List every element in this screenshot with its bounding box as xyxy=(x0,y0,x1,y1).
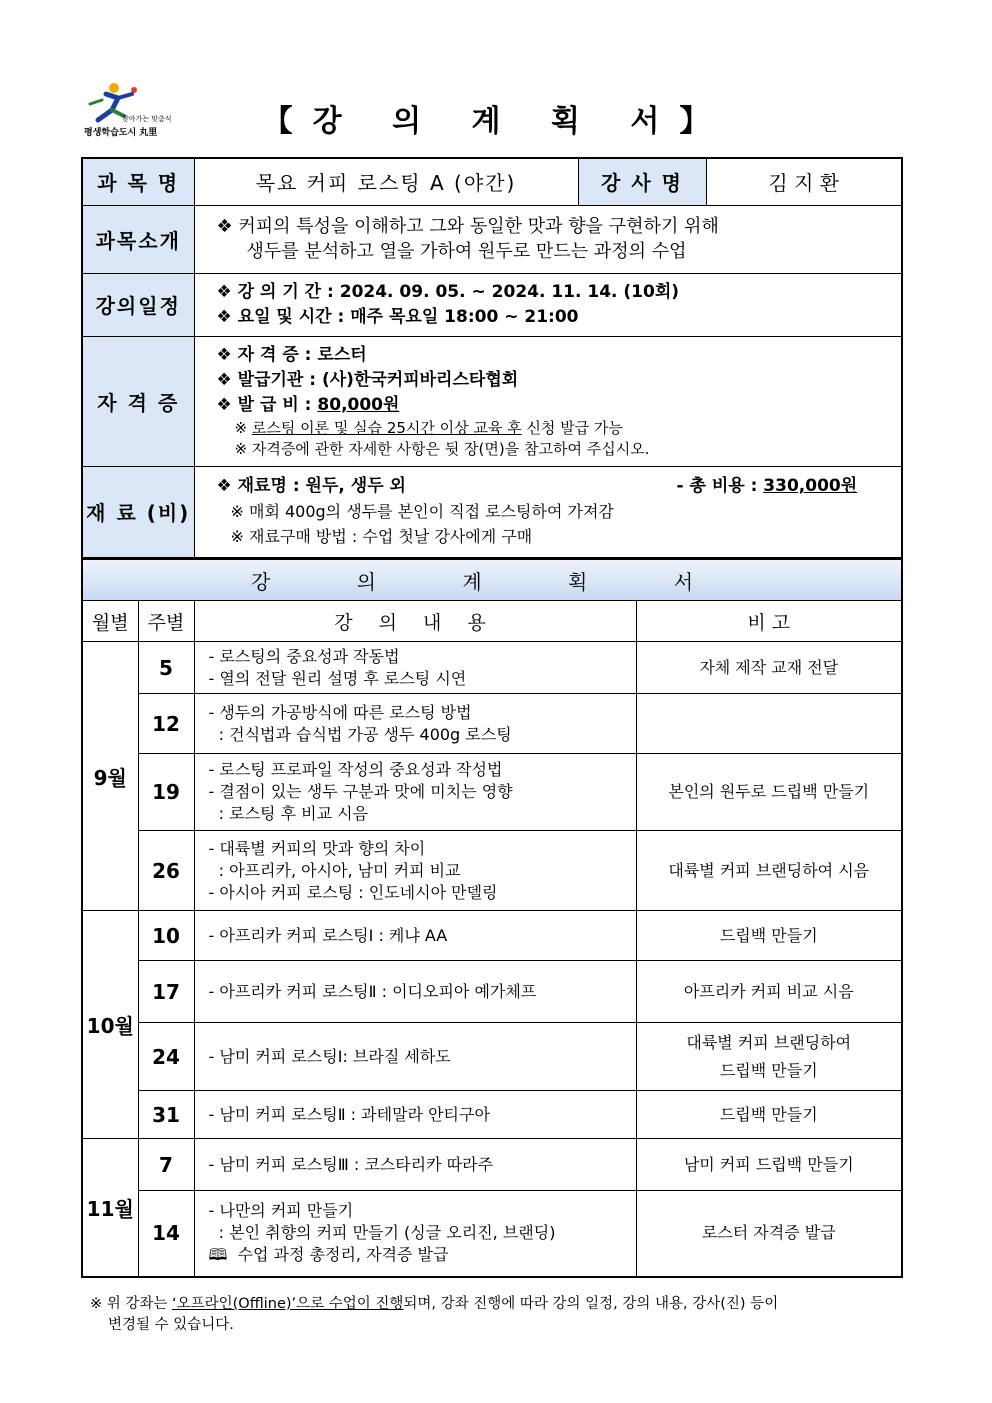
table-row xyxy=(82,911,902,961)
cert-note-1-underlined: 로스팅 이론 및 실습 25시간 이상 교육 후 xyxy=(251,418,522,437)
week-cell: 7 xyxy=(138,1139,194,1191)
content-line: : 건식법과 습식법 가공 생두 400g 로스팅 xyxy=(208,724,512,744)
content-cell xyxy=(194,694,636,754)
logo-tagline: 찾아가는 맞춤식 xyxy=(122,115,172,123)
remark-line: 로스터 자격증 발급 xyxy=(701,1223,836,1243)
week-cell: 31 xyxy=(138,1091,194,1139)
remark-line: 남미 커피 드립백 만들기 xyxy=(683,1154,854,1174)
week-cell: 14 xyxy=(138,1191,194,1277)
material-note-1: ※ 매회 400g의 생두를 본인이 직접 로스팅하여 가져감 xyxy=(230,502,614,522)
cert-name: ❖ 자 격 증 : 로스터 xyxy=(216,344,367,365)
table-row xyxy=(82,1023,902,1091)
cert-value xyxy=(194,336,902,466)
week-cell: 17 xyxy=(138,961,194,1023)
subject-value: 목요 커피 로스팅 A (야간) xyxy=(194,158,578,205)
week-cell: 26 xyxy=(138,831,194,911)
remark-cell xyxy=(636,1023,902,1091)
remark-line: 대륙별 커피 브랜딩하여 xyxy=(686,1032,852,1052)
remark-cell xyxy=(636,642,902,694)
month-cell: 9월 xyxy=(82,642,138,911)
schedule-label: 강의일정 xyxy=(82,273,194,336)
remark-cell xyxy=(636,1139,902,1191)
remark-line: 대륙별 커피 브랜딩하여 시음 xyxy=(668,860,870,880)
column-header-content: 강 의 내 용 xyxy=(194,601,636,642)
week-cell: 24 xyxy=(138,1023,194,1091)
instructor-label: 강 사 명 xyxy=(578,158,706,205)
cert-issuer: ❖ 발급기관 : (사)한국커피바리스타협회 xyxy=(216,369,519,390)
content-cell xyxy=(194,642,636,694)
intro-line: ❖ 커피의 특성을 이해하고 그와 동일한 맛과 향을 구현하기 위해 xyxy=(216,216,719,237)
footer-suffix: 되며, 강좌 진행에 따라 강의 일정, 강의 내용, 강사(진) 등이 xyxy=(403,1296,779,1312)
content-line: 🕮 수업 과정 총정리, 자격증 발급 xyxy=(208,1245,449,1265)
remark-cell xyxy=(636,961,902,1023)
schedule-period: ❖ 강 의 기 간 : 2024. 09. 05. ~ 2024. 11. 14. (10회) xyxy=(216,281,680,302)
cert-fee-label: ❖ 발 급 비 : xyxy=(216,394,318,415)
footer-notice xyxy=(90,1294,890,1336)
plan-heading: 강 의 계 획 서 xyxy=(82,559,902,601)
content-line: - 나만의 커피 만들기 xyxy=(208,1201,354,1221)
lecture-plan-table xyxy=(81,558,903,1278)
cert-note-1 xyxy=(217,418,902,439)
instructor-value: 김 지 환 xyxy=(706,158,902,205)
content-line: - 남미 커피 로스팅Ⅰ: 브라질 세하도 xyxy=(208,1046,451,1066)
content-cell xyxy=(194,961,636,1023)
cert-fee: 80,000원 xyxy=(317,394,400,415)
content-line: - 열의 전달 원리 설명 후 로스팅 시연 xyxy=(208,668,467,688)
material-name: ❖ 재료명 : 원두, 생두 외 xyxy=(216,476,406,497)
content-line: - 대륙별 커피의 맛과 향의 차이 xyxy=(208,838,426,858)
total-cost xyxy=(677,474,858,499)
remark-cell xyxy=(636,754,902,831)
column-header-week: 주별 xyxy=(138,601,194,642)
content-line: : 아프리카, 아시아, 남미 커피 비교 xyxy=(208,860,461,880)
remark-line: 드립백 만들기 xyxy=(719,1060,818,1080)
material-label: 재 료 (비) xyxy=(82,466,194,558)
content-line: - 생두의 가공방식에 따른 로스팅 방법 xyxy=(208,702,472,722)
material-value xyxy=(194,466,902,558)
content-line: - 로스팅의 중요성과 작동법 xyxy=(208,646,400,666)
table-row xyxy=(82,642,902,694)
table-row xyxy=(82,961,902,1023)
content-line: - 남미 커피 로스팅Ⅲ : 코스타리카 따라주 xyxy=(208,1154,494,1174)
table-row xyxy=(82,694,902,754)
material-line xyxy=(217,474,902,499)
intro-label: 과목소개 xyxy=(82,205,194,273)
remark-cell xyxy=(636,831,902,911)
remark-cell xyxy=(636,694,902,754)
content-cell xyxy=(194,1139,636,1191)
cert-fee-line xyxy=(217,393,902,418)
footer-prefix: ※ 위 강좌는 xyxy=(90,1296,173,1312)
content-cell xyxy=(194,754,636,831)
week-cell: 19 xyxy=(138,754,194,831)
remark-line: 자체 제작 교재 전달 xyxy=(699,657,839,677)
subject-label: 과 목 명 xyxy=(82,158,194,205)
week-cell: 12 xyxy=(138,694,194,754)
content-line: - 남미 커피 로스팅Ⅱ : 과테말라 안티구아 xyxy=(208,1104,490,1124)
week-cell: 5 xyxy=(138,642,194,694)
remark-line: 드립백 만들기 xyxy=(719,925,818,945)
cert-note-2: ※ 자격증에 관한 자세한 사항은 뒷 장(면)을 참고하여 주십시오. xyxy=(234,439,650,458)
remark-cell xyxy=(636,1191,902,1277)
column-header-remark: 비 고 xyxy=(636,601,902,642)
content-line: - 결점이 있는 생두 구분과 맛에 미치는 영향 xyxy=(208,782,513,801)
content-cell xyxy=(194,1091,636,1139)
content-line: - 아시아 커피 로스팅 : 인도네시아 만델링 xyxy=(208,882,498,902)
remark-line: 아프리카 커피 비교 시음 xyxy=(683,981,854,1001)
content-cell xyxy=(194,1023,636,1091)
column-header-month: 월별 xyxy=(82,601,138,642)
content-cell xyxy=(194,911,636,961)
total-cost-value: 330,000원 xyxy=(763,476,858,497)
week-cell: 10 xyxy=(138,911,194,961)
content-line: : 본인 취향의 커피 만들기 (싱글 오리진, 브랜딩) xyxy=(208,1223,556,1243)
table-row xyxy=(82,754,902,831)
document-title: 【강 의 계 획 서】 xyxy=(262,104,730,139)
cert-note-1-suffix: 신청 발급 가능 xyxy=(521,418,623,437)
material-note-2: ※ 재료구매 방법 : 수업 첫날 강사에게 구매 xyxy=(230,527,533,547)
total-cost-label: - 총 비용 : xyxy=(676,476,764,497)
content-cell xyxy=(194,1191,636,1277)
schedule-time: ❖ 요일 및 시간 : 매주 목요일 18:00 ~ 21:00 xyxy=(216,306,579,327)
footer-underlined: ‘오프라인(Offline)’으로 수업이 진행 xyxy=(172,1296,404,1312)
schedule-value xyxy=(194,273,902,336)
intro-line: 생두를 분석하고 열을 가하여 원두로 만드는 과정의 수업 xyxy=(246,241,687,262)
course-info-table xyxy=(81,157,903,559)
remark-line: 드립백 만들기 xyxy=(719,1104,818,1124)
month-cell: 11월 xyxy=(82,1139,138,1277)
remark-cell xyxy=(636,1091,902,1139)
content-line: - 아프리카 커피 로스팅Ⅱ : 이디오피아 예가체프 xyxy=(208,981,537,1001)
note-mark: ※ xyxy=(234,418,252,437)
table-row xyxy=(82,1191,902,1277)
month-cell: 10월 xyxy=(82,911,138,1139)
remark-line: 본인의 원두로 드립백 만들기 xyxy=(668,782,870,801)
remark-cell xyxy=(636,911,902,961)
table-row xyxy=(82,1139,902,1191)
content-line: : 로스팅 후 비교 시음 xyxy=(208,804,369,823)
footer-line2: 변경될 수 있습니다. xyxy=(108,1317,234,1333)
table-row xyxy=(82,831,902,911)
table-row xyxy=(82,1091,902,1139)
content-cell xyxy=(194,831,636,911)
logo-name: 평생학습도시 丸里 xyxy=(84,128,158,138)
cert-label: 자 격 증 xyxy=(82,336,194,466)
intro-value xyxy=(194,205,902,273)
content-line: - 로스팅 프로파일 작성의 중요성과 작성법 xyxy=(208,760,503,779)
content-line: - 아프리카 커피 로스팅Ⅰ : 케냐 AA xyxy=(208,925,448,945)
